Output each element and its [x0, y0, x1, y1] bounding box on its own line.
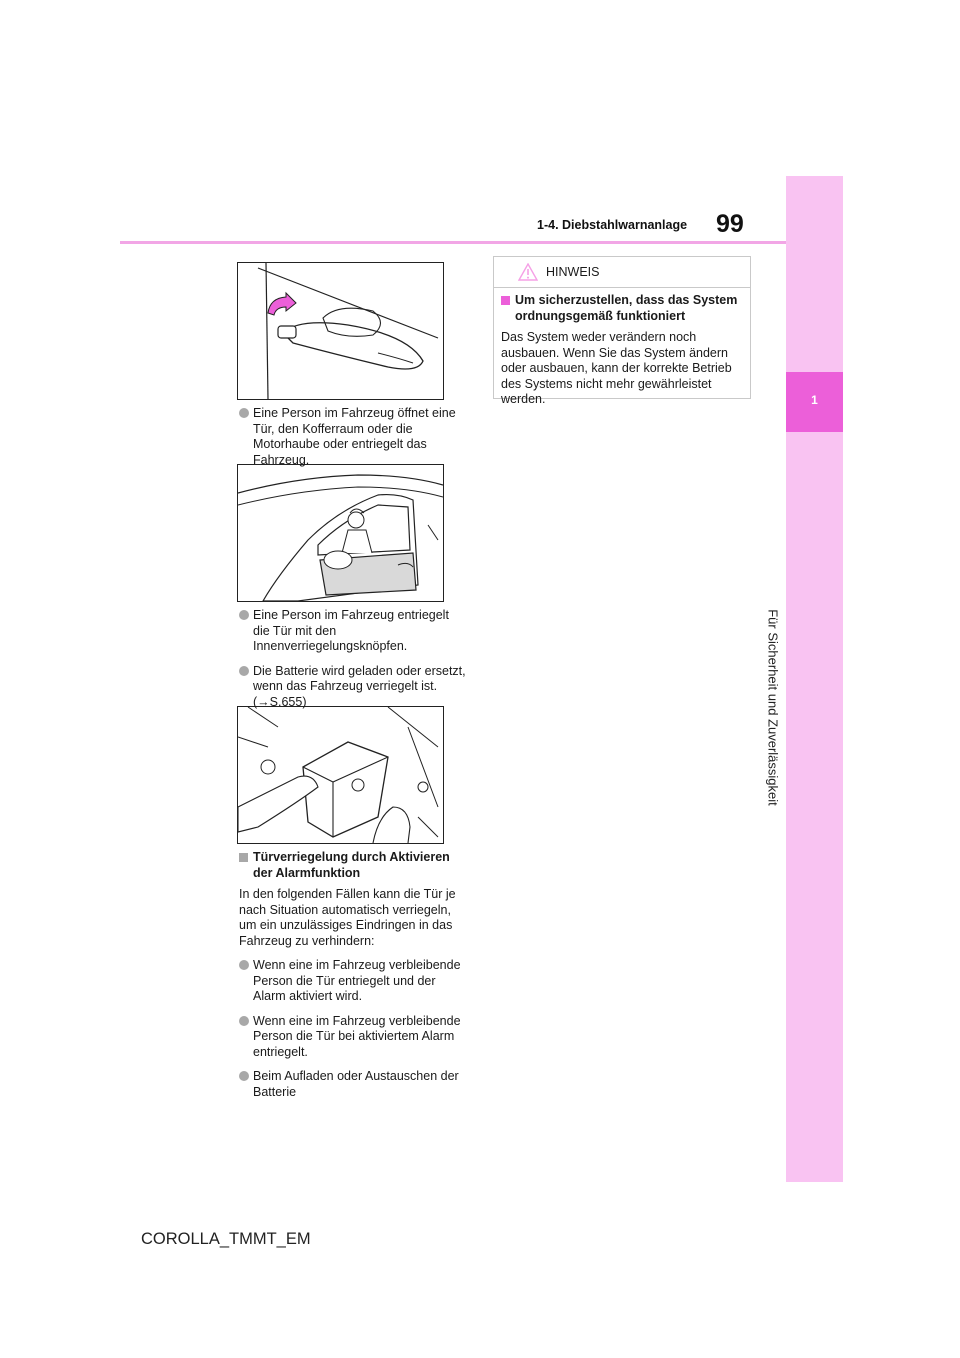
heading-square-icon: [239, 853, 248, 862]
bullet-icon: [239, 408, 249, 418]
chapter-side-tab: [786, 176, 843, 1182]
bullet-block-1: [239, 406, 467, 477]
bullet-icon: [239, 610, 249, 620]
bullet-icon: [239, 666, 249, 676]
chapter-title: Für Sicherheit und Zuverlässigkeit: [765, 609, 781, 806]
list-item: Wenn eine im Fahrzeug verbleibende Person die Tür entriegelt und der Alarm aktiviert wird.: [239, 958, 467, 1005]
warning-triangle-icon: [518, 263, 538, 286]
notice-heading: Um sicherzustellen, dass das System ordnungsgemäß funktioniert: [501, 293, 745, 324]
door-handle-illustration: [237, 262, 444, 400]
heading-square-icon: [501, 296, 510, 305]
notice-text: Das System weder verändern noch ausbauen. Wenn Sie das System ändern oder ausbauen, kann der korrekte Betrieb des Systems nicht mehr gewährleistet werden.: [501, 330, 732, 406]
alarm-lock-section: [239, 850, 467, 1109]
section-title: 1-4. Diebstahlwarnanlage: [537, 218, 688, 232]
header-rule: [120, 241, 786, 244]
battery-replacement-illustration: [237, 706, 444, 844]
list-item: Beim Aufladen oder Austauschen der Batterie: [239, 1069, 467, 1100]
bullet-icon: [239, 1071, 249, 1081]
notice-body: [501, 293, 745, 417]
list-item: Eine Person im Fahrzeug entriegelt die Tür mit den Innenverriegelungsknöpfen.: [239, 608, 467, 655]
bullet-block-2: [239, 608, 467, 719]
model-code-footer: COROLLA_TMMT_EM: [141, 1230, 311, 1248]
list-item: Wenn eine im Fahrzeug verbleibende Person die Tür bei aktiviertem Alarm entriegelt.: [239, 1014, 467, 1061]
list-item: Eine Person im Fahrzeug öffnet eine Tür, den Kofferraum oder die Motorhaube oder entriegelt das Fahrzeug.: [239, 406, 467, 468]
chapter-number-tab[interactable]: 1: [786, 372, 843, 432]
notice-header: [494, 257, 750, 288]
page-number: 99: [716, 210, 744, 238]
body-paragraph: In den folgenden Fällen kann die Tür je nach Situation automatisch verriegeln, um ein unzulässiges Eindringen in das Fahrzeug zu verhindern:: [239, 887, 456, 948]
person-in-car-illustration: [237, 464, 444, 602]
list-item: Die Batterie wird geladen oder ersetzt, wenn das Fahrzeug verriegelt ist. (→S.655): [239, 664, 467, 711]
bullet-icon: [239, 960, 249, 970]
notice-title: HINWEIS: [546, 265, 600, 279]
bullet-icon: [239, 1016, 249, 1026]
notice-box: [493, 256, 751, 406]
section-heading: Türverriegelung durch Aktivieren der Alarmfunktion: [239, 850, 467, 881]
